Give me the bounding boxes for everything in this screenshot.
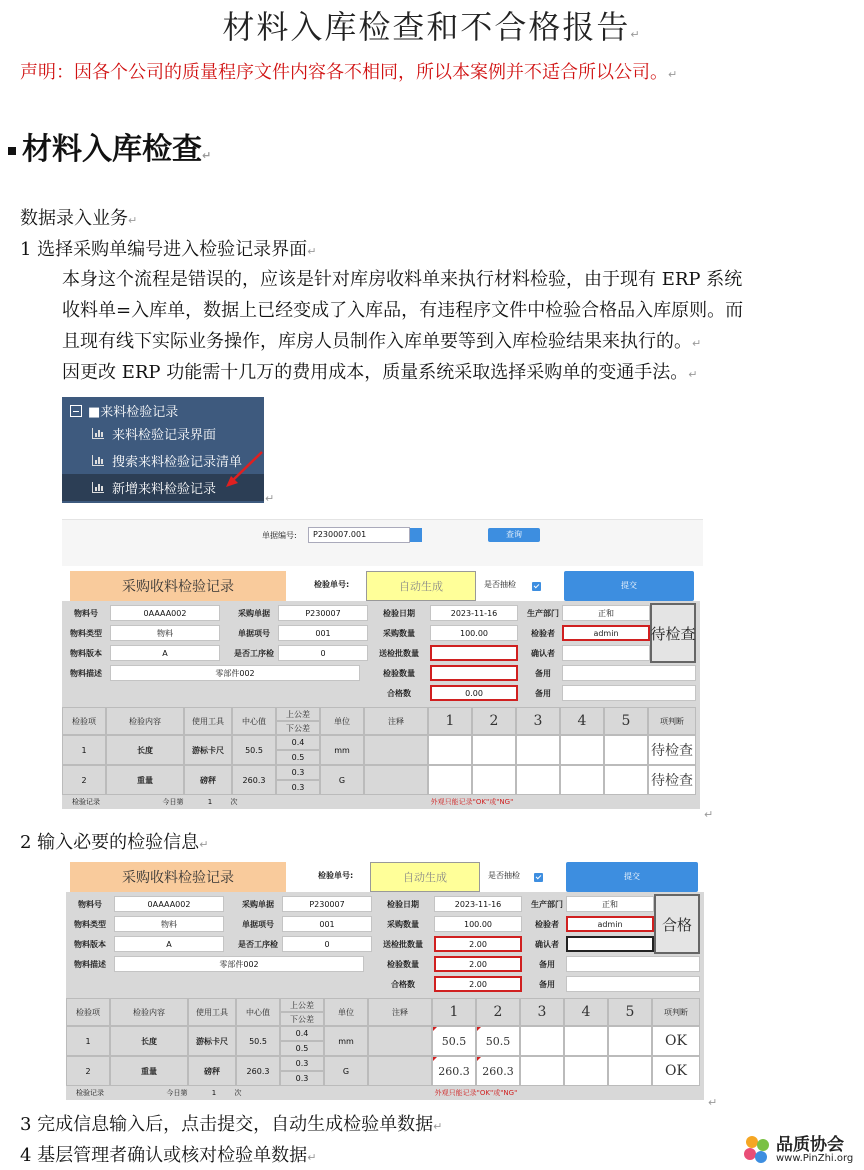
judge-header: 项判断 xyxy=(652,998,700,1026)
spare-field[interactable] xyxy=(562,685,696,701)
spare-field[interactable] xyxy=(566,956,700,972)
inspection-form-2 xyxy=(66,860,704,1100)
error-marker-icon xyxy=(433,1057,437,1061)
form-banner: 采购收料检验记录 xyxy=(70,571,286,601)
lower-tol-header: 下公差 xyxy=(280,1012,324,1026)
sample-input[interactable] xyxy=(520,1026,564,1056)
sample-col-header: 1 xyxy=(428,707,472,735)
status-badge: 待检查 xyxy=(650,603,696,663)
col_item-header: 检验项 xyxy=(66,998,110,1026)
sample-col-header: 2 xyxy=(472,707,516,735)
footer-count: 1 xyxy=(211,1089,217,1097)
footer-record-label: 检验记录 xyxy=(72,798,100,806)
upper-tol-header: 上公差 xyxy=(280,998,324,1012)
material_type-field[interactable]: 物料 xyxy=(114,916,224,932)
col_content-header: 检验内容 xyxy=(106,707,184,735)
sample-col-header: 2 xyxy=(476,998,520,1026)
sample-input[interactable]: 260.3 xyxy=(432,1056,476,1086)
row-unit: G xyxy=(324,1056,368,1086)
material_no-field[interactable]: 0AAAA002 xyxy=(110,605,220,621)
row-tool: 磅秤 xyxy=(184,765,232,795)
spare-label: 备用 xyxy=(535,668,551,678)
inspector-label: 检验者 xyxy=(535,919,559,929)
sampling-label: 是否抽检 xyxy=(488,871,520,880)
sent_qty-field[interactable] xyxy=(430,645,518,661)
sample-col-header: 1 xyxy=(432,998,476,1026)
sample-input[interactable] xyxy=(560,735,604,765)
chart-icon xyxy=(92,428,104,439)
confirmer-label: 确认者 xyxy=(531,648,555,658)
disclaimer-text: 声明：因各个公司的质量程序文件内容各不相同，所以本案例并不适合所以公司。↵ xyxy=(20,62,678,83)
line_no-field[interactable]: 001 xyxy=(278,625,368,641)
col_item-header: 检验项 xyxy=(62,707,106,735)
sample-input[interactable] xyxy=(472,735,516,765)
dept-label: 生产部门 xyxy=(527,608,559,618)
sample-input[interactable] xyxy=(428,765,472,795)
sampling-checkbox[interactable] xyxy=(532,582,541,591)
sample-input[interactable]: 50.5 xyxy=(476,1026,520,1056)
bullet-icon xyxy=(8,147,16,155)
row-unit: mm xyxy=(324,1026,368,1056)
submit-button[interactable]: 提交 xyxy=(566,862,698,892)
logo-name: 品质协会 xyxy=(776,1135,844,1155)
col_center-header: 中心值 xyxy=(232,707,276,735)
material_type-label: 物料类型 xyxy=(74,919,106,929)
menu-group[interactable]: ■来料检验记录 xyxy=(62,397,264,424)
col_tool-header: 使用工具 xyxy=(188,998,236,1026)
material_ver-label: 物料版本 xyxy=(74,939,106,949)
inspection-no-label: 检验单号: xyxy=(314,580,350,589)
spare-label: 备用 xyxy=(539,979,555,989)
inspect_date-field[interactable]: 2023-11-16 xyxy=(434,896,522,912)
subheading: 数据录入业务↵ xyxy=(20,208,138,229)
footer-record-label: 检验记录 xyxy=(76,1089,104,1097)
sample-input[interactable] xyxy=(604,735,648,765)
footer-unit: 次 xyxy=(230,798,238,806)
inspected-qty-field[interactable]: 2.00 xyxy=(434,956,522,972)
confirmer-label: 确认者 xyxy=(535,939,559,949)
section-heading: 材料入库检查↵ xyxy=(8,124,211,168)
row-lower: 0.3 xyxy=(280,1071,324,1086)
purchase_qty-label: 采购数量 xyxy=(387,919,419,929)
row-note xyxy=(364,765,428,795)
logo-url: www.PinZhi.org xyxy=(776,1153,854,1164)
material_no-field[interactable]: 0AAAA002 xyxy=(114,896,224,912)
confirmer-field[interactable] xyxy=(566,936,654,952)
inspect_date-label: 检验日期 xyxy=(383,608,415,618)
material-desc-field[interactable]: 零部件002 xyxy=(110,665,360,681)
row-content: 重量 xyxy=(110,1056,188,1086)
sample-col-header: 3 xyxy=(520,998,564,1026)
sent_qty-label: 送检批数量 xyxy=(383,939,423,949)
material-desc-label: 物料描述 xyxy=(74,959,106,969)
row-upper: 0.4 xyxy=(280,1026,324,1041)
step-4: 4 基层管理者确认或核对检验单数据↵ xyxy=(20,1145,317,1166)
po-label: 采购单据 xyxy=(238,608,270,618)
spare-label: 备用 xyxy=(535,688,551,698)
inspector-label: 检验者 xyxy=(531,628,555,638)
sample-input[interactable] xyxy=(608,1026,652,1056)
row-upper: 0.3 xyxy=(276,765,320,780)
sample-input[interactable] xyxy=(560,765,604,795)
submit-button[interactable]: 提交 xyxy=(564,571,694,601)
qualified-qty-label: 合格数 xyxy=(391,979,415,989)
material_ver-field[interactable]: A xyxy=(110,645,220,661)
inspect_date-field[interactable]: 2023-11-16 xyxy=(430,605,518,621)
material_no-label: 物料号 xyxy=(78,899,102,909)
col_note-header: 注释 xyxy=(368,998,432,1026)
row-tool: 游标卡尺 xyxy=(188,1026,236,1056)
status-badge: 合格 xyxy=(654,894,700,954)
upper-tol-header: 上公差 xyxy=(276,707,320,721)
purchase_qty-label: 采购数量 xyxy=(383,628,415,638)
sample-input[interactable]: 260.3 xyxy=(476,1056,520,1086)
inspect_date-label: 检验日期 xyxy=(387,899,419,909)
sample-col-header: 5 xyxy=(604,707,648,735)
sample-input[interactable] xyxy=(520,1056,564,1086)
qualified-qty-label: 合格数 xyxy=(387,688,411,698)
is_work_order-label: 是否工序检 xyxy=(238,939,278,949)
row-content: 重量 xyxy=(106,765,184,795)
col_unit-header: 单位 xyxy=(320,707,364,735)
material_ver-field[interactable]: A xyxy=(114,936,224,952)
step-2: 2 输入必要的检验信息↵ xyxy=(20,832,209,853)
is_work_order-label: 是否工序检 xyxy=(234,648,274,658)
footer-note: 外观只能记录"OK"或"NG" xyxy=(434,1089,518,1097)
query-bar xyxy=(62,519,703,566)
sample-col-header: 5 xyxy=(608,998,652,1026)
menu-item-record-page[interactable]: 来料检验记录界面 xyxy=(62,420,264,447)
col_unit-header: 单位 xyxy=(324,998,368,1026)
row-note xyxy=(368,1056,432,1086)
sent_qty-label: 送检批数量 xyxy=(379,648,419,658)
footer-unit: 次 xyxy=(234,1089,242,1097)
sampling-label: 是否抽检 xyxy=(484,580,516,589)
spare-field[interactable] xyxy=(566,976,700,992)
col_center-header: 中心值 xyxy=(236,998,280,1026)
row-item: 2 xyxy=(62,765,106,795)
material_type-label: 物料类型 xyxy=(70,628,102,638)
purchase_qty-field[interactable]: 100.00 xyxy=(430,625,518,641)
line_no-label: 单据项号 xyxy=(238,628,270,638)
document-title: 材料入库检查和不合格报告↵ xyxy=(222,8,642,46)
sample-col-header: 4 xyxy=(564,998,608,1026)
row-note xyxy=(368,1026,432,1056)
line_no-label: 单据项号 xyxy=(242,919,274,929)
col_content-header: 检验内容 xyxy=(110,998,188,1026)
row-upper: 0.3 xyxy=(280,1056,324,1071)
inspected-qty-label: 检验数量 xyxy=(387,959,419,969)
row-content: 长度 xyxy=(106,735,184,765)
sample-input[interactable] xyxy=(608,1056,652,1086)
dept-field[interactable]: 正和 xyxy=(566,896,654,912)
row-lower: 0.3 xyxy=(276,780,320,795)
judge-header: 项判断 xyxy=(648,707,696,735)
row-item: 1 xyxy=(62,735,106,765)
row-item: 2 xyxy=(66,1056,110,1086)
material_type-field[interactable]: 物料 xyxy=(110,625,220,641)
footer-note: 外观只能记录"OK"或"NG" xyxy=(430,798,514,806)
row-unit: mm xyxy=(320,735,364,765)
inspection-no-auto: 自动生成 xyxy=(370,862,480,892)
is_work_order-field[interactable]: 0 xyxy=(278,645,368,661)
row-center: 50.5 xyxy=(236,1026,280,1056)
sent_qty-field[interactable]: 2.00 xyxy=(434,936,522,952)
material-desc-label: 物料描述 xyxy=(70,668,102,678)
sample-input[interactable] xyxy=(516,765,560,795)
inspection-form-1 xyxy=(62,569,700,809)
row-lower: 0.5 xyxy=(280,1041,324,1056)
inspected-qty-field[interactable] xyxy=(430,665,518,681)
row-judge: OK xyxy=(652,1056,700,1086)
row-center: 50.5 xyxy=(232,735,276,765)
row-note xyxy=(364,735,428,765)
sample-input[interactable] xyxy=(516,735,560,765)
row-center: 260.3 xyxy=(236,1056,280,1086)
po-field[interactable]: P230007 xyxy=(282,896,372,912)
collapse-icon xyxy=(70,405,82,417)
row-judge: 待检查 xyxy=(648,735,696,765)
order-select[interactable]: P230007.001 xyxy=(308,527,410,543)
row-unit: G xyxy=(320,765,364,795)
po-label: 采购单据 xyxy=(242,899,274,909)
row-judge: 待检查 xyxy=(648,765,696,795)
sample-input[interactable] xyxy=(564,1026,608,1056)
material-desc-field[interactable]: 零部件002 xyxy=(114,956,364,972)
line_no-field[interactable]: 001 xyxy=(282,916,372,932)
logo-icon xyxy=(740,1132,774,1166)
pinzhi-logo xyxy=(740,1130,860,1168)
sample-col-header: 4 xyxy=(560,707,604,735)
row-upper: 0.4 xyxy=(276,735,320,750)
chart-icon xyxy=(92,455,104,466)
footer-count: 1 xyxy=(207,798,213,806)
form-banner: 采购收料检验记录 xyxy=(70,862,286,892)
red-arrow-icon xyxy=(222,449,266,489)
chevron-down-icon[interactable] xyxy=(410,528,422,542)
qualified-qty-field[interactable]: 2.00 xyxy=(434,976,522,992)
menu-item-new-record[interactable]: 新增来料检验记录 xyxy=(62,474,264,501)
sample-col-header: 3 xyxy=(516,707,560,735)
lower-tol-header: 下公差 xyxy=(276,721,320,735)
paragraph-2: 因更改 ERP 功能需十几万的费用成本，质量系统采取选择采购单的变通手法。↵ xyxy=(62,362,698,383)
sample-input[interactable] xyxy=(604,765,648,795)
material_no-label: 物料号 xyxy=(74,608,98,618)
confirmer-field[interactable] xyxy=(562,645,650,661)
chart-icon xyxy=(92,482,104,493)
inspection-no-auto: 自动生成 xyxy=(366,571,476,601)
row-tool: 磅秤 xyxy=(188,1056,236,1086)
step-3: 3 完成信息输入后，点击提交，自动生成检验单数据↵ xyxy=(20,1114,443,1135)
qualified-qty-field[interactable]: 0.00 xyxy=(430,685,518,701)
sample-input[interactable] xyxy=(564,1056,608,1086)
menu-screenshot xyxy=(62,397,264,503)
inspection-no-label: 检验单号: xyxy=(318,871,354,880)
row-judge: OK xyxy=(652,1026,700,1056)
sampling-checkbox[interactable] xyxy=(534,873,543,882)
sample-input[interactable] xyxy=(472,765,516,795)
sample-input[interactable] xyxy=(428,735,472,765)
error-marker-icon xyxy=(433,1027,437,1031)
purchase_qty-field[interactable]: 100.00 xyxy=(434,916,522,932)
is_work_order-field[interactable]: 0 xyxy=(282,936,372,952)
spare-label: 备用 xyxy=(539,959,555,969)
query-button[interactable]: 查询 xyxy=(488,528,540,542)
row-content: 长度 xyxy=(110,1026,188,1056)
dept-field[interactable]: 正和 xyxy=(562,605,650,621)
row-lower: 0.5 xyxy=(276,750,320,765)
inspector-field[interactable]: admin xyxy=(562,625,650,641)
row-center: 260.3 xyxy=(232,765,276,795)
error-marker-icon xyxy=(477,1057,481,1061)
step-1: 1 选择采购单编号进入检验记录界面↵ xyxy=(20,239,317,260)
query-label: 单据编号: xyxy=(262,531,297,540)
material_ver-label: 物料版本 xyxy=(70,648,102,658)
dept-label: 生产部门 xyxy=(531,899,563,909)
footer-today-label: 今日第 xyxy=(162,798,184,806)
col_tool-header: 使用工具 xyxy=(184,707,232,735)
po-field[interactable]: P230007 xyxy=(278,605,368,621)
footer-today-label: 今日第 xyxy=(166,1089,188,1097)
sample-input[interactable]: 50.5 xyxy=(432,1026,476,1056)
row-tool: 游标卡尺 xyxy=(184,735,232,765)
row-item: 1 xyxy=(66,1026,110,1056)
paragraph-1: 本身这个流程是错误的，应该是针对库房收料单来执行材料检验，由于现有 ERP 系统 收料单=入库单，数据上已经变成了入库品，有违程序文件中检验合格品入库原则。而 且现有线下实际业务操作，库房人员制作入库单要等到入库检验结果来执行的。↵ xyxy=(62,269,744,352)
inspector-field[interactable]: admin xyxy=(566,916,654,932)
col_note-header: 注释 xyxy=(364,707,428,735)
error-marker-icon xyxy=(477,1027,481,1031)
spare-field[interactable] xyxy=(562,665,696,681)
inspected-qty-label: 检验数量 xyxy=(383,668,415,678)
menu-item-search-list[interactable]: 搜索来料检验记录清单 xyxy=(62,447,264,474)
